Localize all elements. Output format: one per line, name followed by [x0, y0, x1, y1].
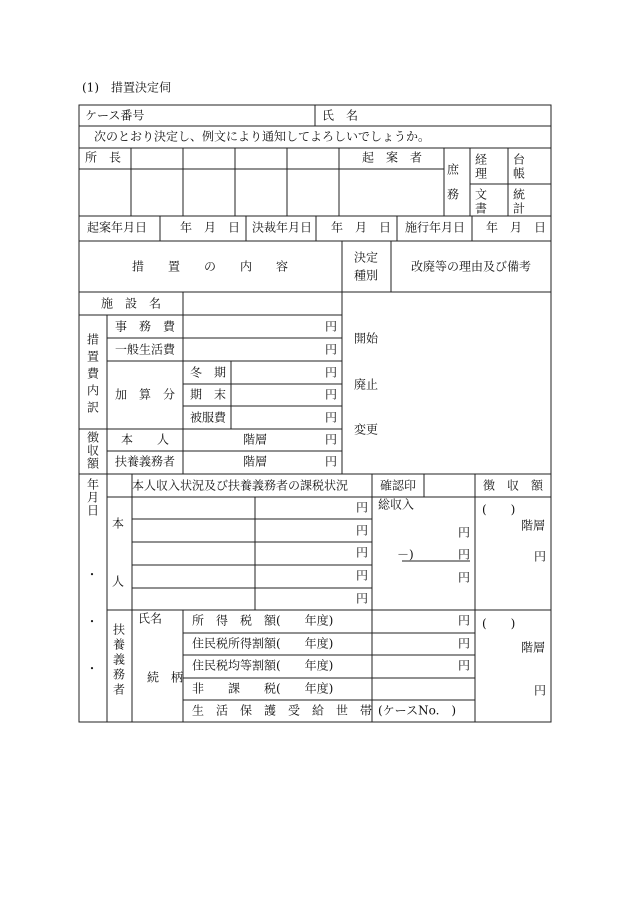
case-number-label: ケース番号 [85, 108, 145, 123]
type-abolish: 廃止 [353, 377, 379, 392]
approval-date-value: 年 月 日 [331, 220, 392, 235]
ymd-label-3: 日 [86, 503, 100, 518]
addition-label: 加 算 分 [114, 387, 176, 402]
collection-amount-label: 徴 収 額 [482, 478, 544, 493]
minus-mark: －) [397, 547, 414, 562]
ledger-label-1: 台 [513, 152, 526, 167]
term-end-label: 期 末 [190, 387, 227, 402]
self-collection-yen: 円 [534, 549, 547, 564]
self-vertical-2: 人 [111, 574, 125, 589]
yen-resident-income: 円 [457, 636, 470, 651]
yen-collection-supporter: 円 [324, 454, 337, 469]
type-change: 変更 [353, 422, 379, 437]
yen-winter: 円 [324, 365, 337, 380]
collection-supporter-label: 扶養義務者 [114, 454, 176, 469]
ymd-label-2: 月 [86, 490, 100, 505]
supporter-vertical-1: 扶 [112, 622, 126, 637]
statistics-label-2: 計 [513, 201, 526, 216]
collection-label-2: 収 [86, 443, 100, 458]
yen-office-cost: 円 [324, 319, 337, 334]
self-collection-paren: ( ) [482, 502, 516, 517]
total-income-label: 総収入 [378, 497, 415, 512]
measure-cost-label-3: 費 [86, 366, 100, 381]
yen-total-income-2: 円 [457, 547, 470, 562]
bracket-supporter: 階層 [243, 454, 268, 469]
relation-label: 続 柄 [146, 670, 184, 685]
draft-date-value: 年 月 日 [180, 220, 241, 235]
yen-self-income-4: 円 [355, 568, 368, 583]
yen-collection-self: 円 [324, 432, 337, 447]
collection-label-1: 徴 [86, 430, 100, 445]
seal-label: 確認印 [379, 478, 417, 493]
yen-self-income-3: 円 [355, 545, 368, 560]
welfare-household-label: 生 活 保 護 受 給 世 帯 [192, 703, 373, 718]
draft-date-label: 起案年月日 [87, 220, 148, 235]
drafter-label: 起 案 者 [362, 150, 423, 165]
effective-date-value: 年 月 日 [486, 220, 547, 235]
income-status-label: 本人収入状況及び扶養義務者の課税状況 [131, 478, 349, 493]
director-label: 所 長 [85, 150, 122, 165]
supporter-vertical-4: 務 [112, 667, 126, 682]
statistics-label-1: 統 [513, 187, 526, 202]
yen-self-income-2: 円 [355, 523, 368, 538]
effective-date-label: 施行年月日 [405, 220, 466, 235]
office-cost-label: 事 務 費 [114, 319, 176, 334]
documents-label-2: 書 [475, 201, 488, 216]
yen-total-income-1: 円 [457, 525, 470, 540]
supporter-name-label: 氏名 [138, 611, 163, 626]
measure-cost-label-1: 措 [86, 332, 100, 347]
decision-type-label-1: 決定 [353, 250, 379, 265]
measure-cost-label-4: 内 [86, 383, 100, 398]
accounting-label-1: 経 [475, 152, 488, 167]
accounting-label-2: 理 [475, 166, 488, 181]
reason-label: 改廃等の理由及び備考 [410, 259, 532, 274]
supporter-collection-yen: 円 [534, 683, 547, 698]
case-no-label: (ケースNo. ) [378, 703, 457, 718]
decision-request-text: 次のとおり決定し、例文により通知してよろしいでしょうか。 [94, 129, 431, 144]
self-vertical-1: 本 [111, 516, 125, 531]
yen-term-end: 円 [324, 387, 337, 402]
type-start: 開始 [353, 331, 379, 346]
facility-label: 施 設 名 [100, 296, 162, 311]
date-dot-2: ・ [85, 614, 99, 629]
measure-cost-label-2: 置 [86, 349, 100, 364]
decision-type-label-2: 種別 [353, 268, 379, 283]
yen-clothing: 円 [324, 410, 337, 425]
yen-self-income-1: 円 [355, 500, 368, 515]
living-cost-label: 一般生活費 [114, 342, 176, 357]
resident-equal-tax-label: 住民税均等割額( 年度) [192, 658, 334, 673]
yen-self-income-5: 円 [355, 591, 368, 606]
collection-self-label: 本 人 [120, 432, 170, 447]
bracket-self: 階層 [243, 432, 268, 447]
collection-label-3: 額 [86, 456, 100, 471]
general-affairs-label-1: 庶 [446, 162, 460, 177]
yen-income-tax: 円 [457, 613, 470, 628]
approval-date-label: 決裁年月日 [252, 220, 313, 235]
non-taxable-label: 非 課 税( 年度) [192, 681, 334, 696]
resident-income-tax-label: 住民税所得割額( 年度) [192, 636, 334, 651]
ledger-label-2: 帳 [513, 166, 526, 181]
winter-label: 冬 期 [190, 365, 227, 380]
date-dot-1: ・ [85, 567, 99, 582]
income-tax-label: 所 得 税 額( 年度) [192, 613, 334, 628]
supporter-vertical-2: 養 [112, 637, 126, 652]
ymd-label-1: 年 [86, 477, 100, 492]
yen-living-cost: 円 [324, 342, 337, 357]
documents-label-1: 文 [475, 187, 488, 202]
clothing-label: 被服費 [190, 410, 227, 425]
supporter-collection-bracket: 階層 [521, 640, 546, 655]
date-dot-3: ・ [85, 661, 99, 676]
general-affairs-label-2: 務 [446, 187, 460, 202]
yen-total-income-3: 円 [457, 570, 470, 585]
supporter-collection-paren: ( ) [482, 616, 516, 631]
self-collection-bracket: 階層 [521, 518, 546, 533]
applicant-name-label: 氏 名 [322, 108, 359, 123]
supporter-vertical-3: 義 [112, 652, 126, 667]
measures-content-label: 措 置 の 内 容 [131, 259, 289, 274]
supporter-vertical-5: 者 [112, 682, 126, 697]
yen-resident-equal: 円 [457, 658, 470, 673]
form-heading: (1) 措置決定伺 [82, 80, 171, 95]
measure-cost-label-5: 訳 [86, 400, 100, 415]
